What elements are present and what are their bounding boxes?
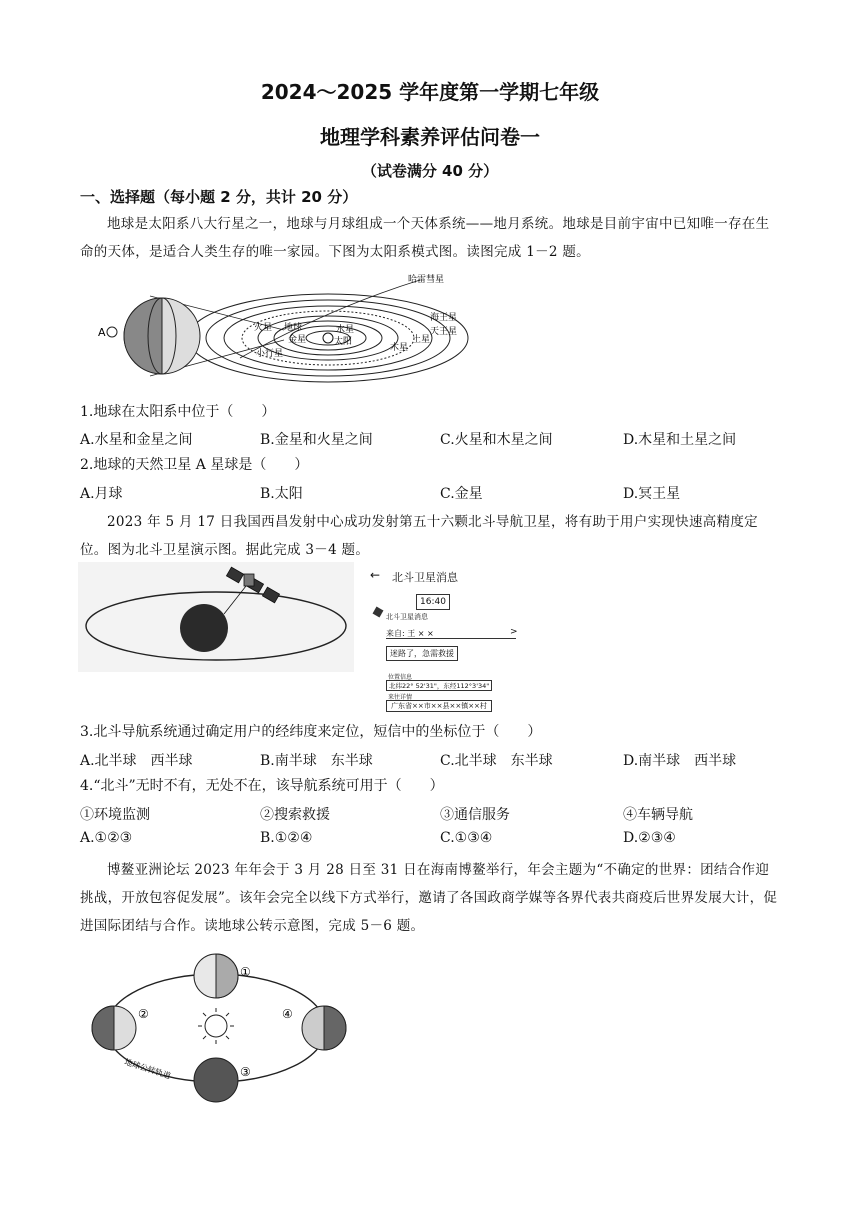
- divider: [386, 638, 516, 639]
- q2-option-c[interactable]: C.金星: [440, 486, 483, 502]
- question-1-stem: 1.地球在太阳系中位于（ ）: [80, 404, 276, 420]
- halley-comet-label: 哈雷彗星: [408, 275, 445, 285]
- question-4-options: [80, 830, 780, 850]
- q3-option-b[interactable]: B.南半球 东半球: [260, 753, 373, 769]
- mercury-label: 水星: [336, 325, 355, 335]
- title-line-2: 地理学科素养评估问卷一: [320, 125, 540, 149]
- q4-option-a[interactable]: A.①②③: [80, 830, 133, 846]
- orbit-label: 地球公转轨道: [123, 1057, 172, 1081]
- jupiter-label: 木星: [390, 343, 409, 353]
- question-2-options: [80, 483, 780, 503]
- uranus-label: 天王星: [430, 327, 458, 337]
- back-arrow-icon[interactable]: ←: [370, 568, 381, 582]
- passage-2: 2023 年 5 月 17 日我国西昌发射中心成功发射第五十六颗北斗导航卫星，将有助于用户实现快速高精度定位。图为北斗卫星演示图。据此完成 3－4 题。: [80, 514, 758, 558]
- score-note: （试卷满分 40 分）: [361, 162, 499, 180]
- neptune-label: 海王星: [430, 313, 458, 323]
- q4-option-b[interactable]: B.①②④: [260, 830, 313, 846]
- solar-system-figure: [90, 268, 470, 386]
- question-4-items: [80, 804, 780, 824]
- message-text: 迷路了，急需救援: [386, 646, 458, 661]
- phone-header: 北斗卫星消息: [392, 571, 458, 584]
- q1-option-c[interactable]: C.火星和木星之间: [440, 432, 553, 448]
- question-3-stem: 3.北斗导航系统通过确定用户的经纬度来定位，短信中的坐标位于（ ）: [80, 724, 542, 740]
- saturn-label: 土星: [412, 335, 431, 345]
- location-title: 位置信息: [388, 674, 413, 681]
- q4-item-4: ④车辆导航: [623, 807, 693, 823]
- q2-option-a[interactable]: A.月球: [80, 486, 123, 502]
- q1-option-d[interactable]: D.木星和土星之间: [623, 432, 737, 448]
- message-sender: 来自: 王 × ×: [386, 629, 434, 638]
- earth-revolution-figure: [88, 942, 356, 1110]
- question-3-options: [80, 750, 780, 770]
- earth-label: 地球: [284, 323, 303, 333]
- sun-label: 太阳: [334, 337, 353, 347]
- address-title: 来往详情: [388, 694, 413, 701]
- passage-3: 博鳌亚洲论坛 2023 年年会于 3 月 28 日至 31 日在海南博鳌举行，年会主题为“不确定的世界：团结合作迎挑战，开放包容促发展”。该年会完全以线下方式举行，邀请了各国政商学媒等各界代表共商疫后世界发展大计，促进国际团结与合作。读地球公转示意图，完成 5－6 题。: [80, 862, 778, 934]
- q3-option-d[interactable]: D.南半球 西半球: [623, 753, 737, 769]
- q4-item-1: ①环境监测: [80, 807, 150, 823]
- passage-1: 地球是太阳系八大行星之一，地球与月球组成一个天体系统——地月系统。地球是目前宇宙中已知唯一存在生命的天体，是适合人类生存的唯一家园。下图为太阳系模式图。读图完成 1－2 题。: [80, 216, 770, 260]
- q2-option-b[interactable]: B.太阳: [260, 486, 303, 502]
- chevron-right-icon[interactable]: >: [510, 627, 518, 637]
- moon-label-a: A: [98, 326, 106, 339]
- q4-option-c[interactable]: C.①③④: [440, 830, 493, 846]
- q4-option-d[interactable]: D.②③④: [623, 830, 676, 846]
- venus-label: 金星: [288, 335, 307, 345]
- q3-option-c[interactable]: C.北半球 东半球: [440, 753, 553, 769]
- phone-time: 16:40: [416, 594, 450, 610]
- title-line-1: 2024～2025 学年度第一学期七年级: [260, 80, 600, 104]
- q4-item-3: ③通信服务: [440, 807, 510, 823]
- position-1-label: ①: [240, 965, 251, 979]
- satellite-icon: [373, 607, 384, 618]
- q1-option-b[interactable]: B.金星和火星之间: [260, 432, 373, 448]
- app-label: 北斗卫星消息: [386, 613, 428, 621]
- position-4-label: ④: [282, 1007, 293, 1021]
- address-text: 广东省××市××县××镇××村: [386, 700, 492, 712]
- question-1-options: [80, 429, 780, 449]
- position-3-label: ③: [240, 1065, 251, 1079]
- question-4-stem: 4.“北斗”无时不有，无处不在，该导航系统可用于（ ）: [80, 778, 444, 794]
- question-2-stem: 2.地球的天然卫星 A 星球是（ ）: [80, 457, 309, 473]
- q2-option-d[interactable]: D.冥王星: [623, 486, 681, 502]
- section-heading: 一、选择题（每小题 2 分，共计 20 分）: [80, 188, 358, 206]
- beidou-orbit-figure: [78, 562, 354, 672]
- location-coords: 北纬22° 52'31"，东经112°3'34": [386, 680, 492, 691]
- q3-option-a[interactable]: A.北半球 西半球: [80, 753, 193, 769]
- position-2-label: ②: [138, 1007, 149, 1021]
- phone-message-figure: [366, 564, 526, 714]
- mars-label: 火星: [254, 323, 273, 333]
- asteroid-label: 小行星: [256, 349, 284, 359]
- q4-item-2: ②搜索救援: [260, 807, 330, 823]
- q1-option-a[interactable]: A.水星和金星之间: [80, 432, 193, 448]
